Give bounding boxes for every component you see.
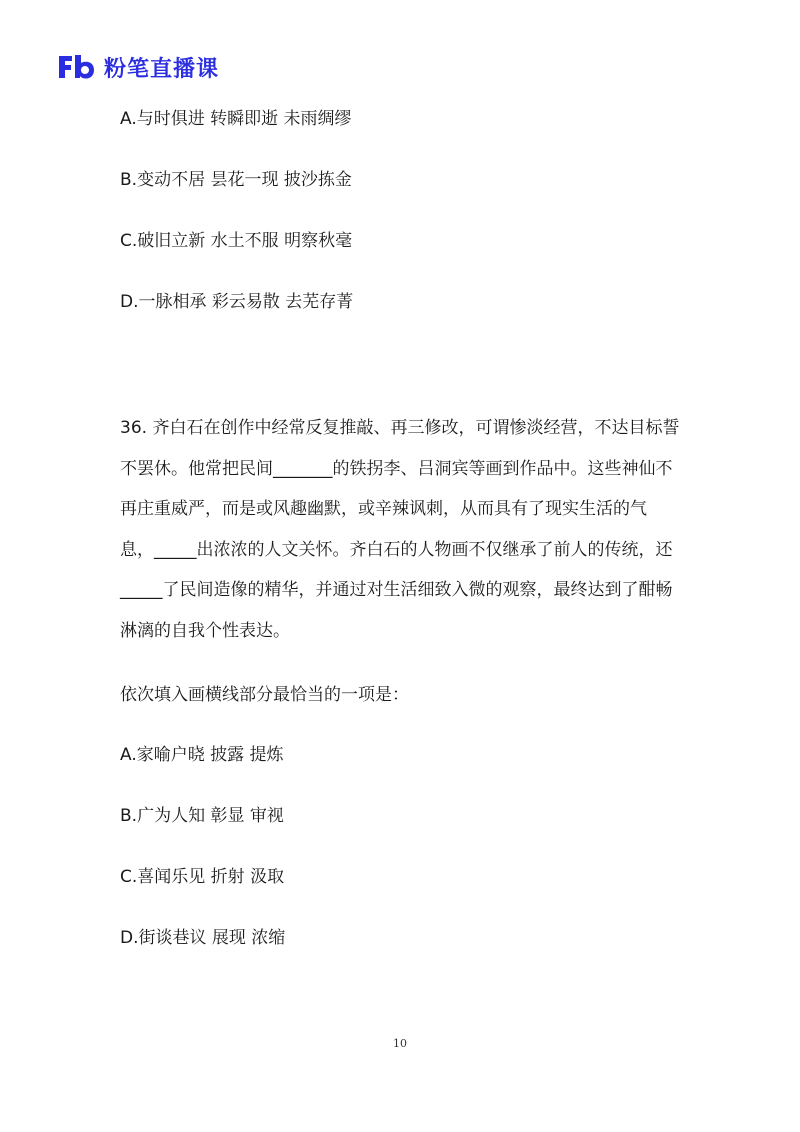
q35-option-b: B.变动不居 昙花一现 披沙拣金 <box>120 170 352 190</box>
q35-option-d: D.一脉相承 彩云易散 去芜存菁 <box>120 292 354 312</box>
q36-option-a: A.家喻户晓 披露 提炼 <box>120 745 284 765</box>
brand-name: 粉笔直播课 <box>104 56 220 82</box>
brand-logo <box>56 50 219 84</box>
q36-option-d: D.街谈巷议 展现 浓缩 <box>120 928 286 948</box>
fb-logo-icon <box>56 53 96 81</box>
q36-stem: 36. 齐白石在创作中经常反复推敲、再三修改，可谓惨淡经营，不达目标誓不罢休。他常把民间_______的铁拐李、吕洞宾等画到作品中。这些神仙不再庄重威严，而是或风趣幽默，或辛辣讽刺，从而具有了现实生活的气息，_____出浓浓的人文关怀。齐白石的人物画不仅继承了前人的传统，还_____了民间造像的精华，并通过对生活细致入微的观察，最终达到了酣畅淋漓的自我个性表达。 <box>120 418 680 641</box>
q36-option-c: C.喜闻乐见 折射 汲取 <box>120 867 285 887</box>
page-number: 10 <box>393 1037 407 1050</box>
q36-option-b: B.广为人知 彰显 审视 <box>120 806 284 826</box>
q36-prompt: 依次填入画横线部分最恰当的一项是： <box>120 685 409 705</box>
q35-option-c: C.破旧立新 水土不服 明察秋毫 <box>120 231 353 251</box>
q35-option-a: A.与时俱进 转瞬即逝 未雨绸缪 <box>120 109 352 129</box>
